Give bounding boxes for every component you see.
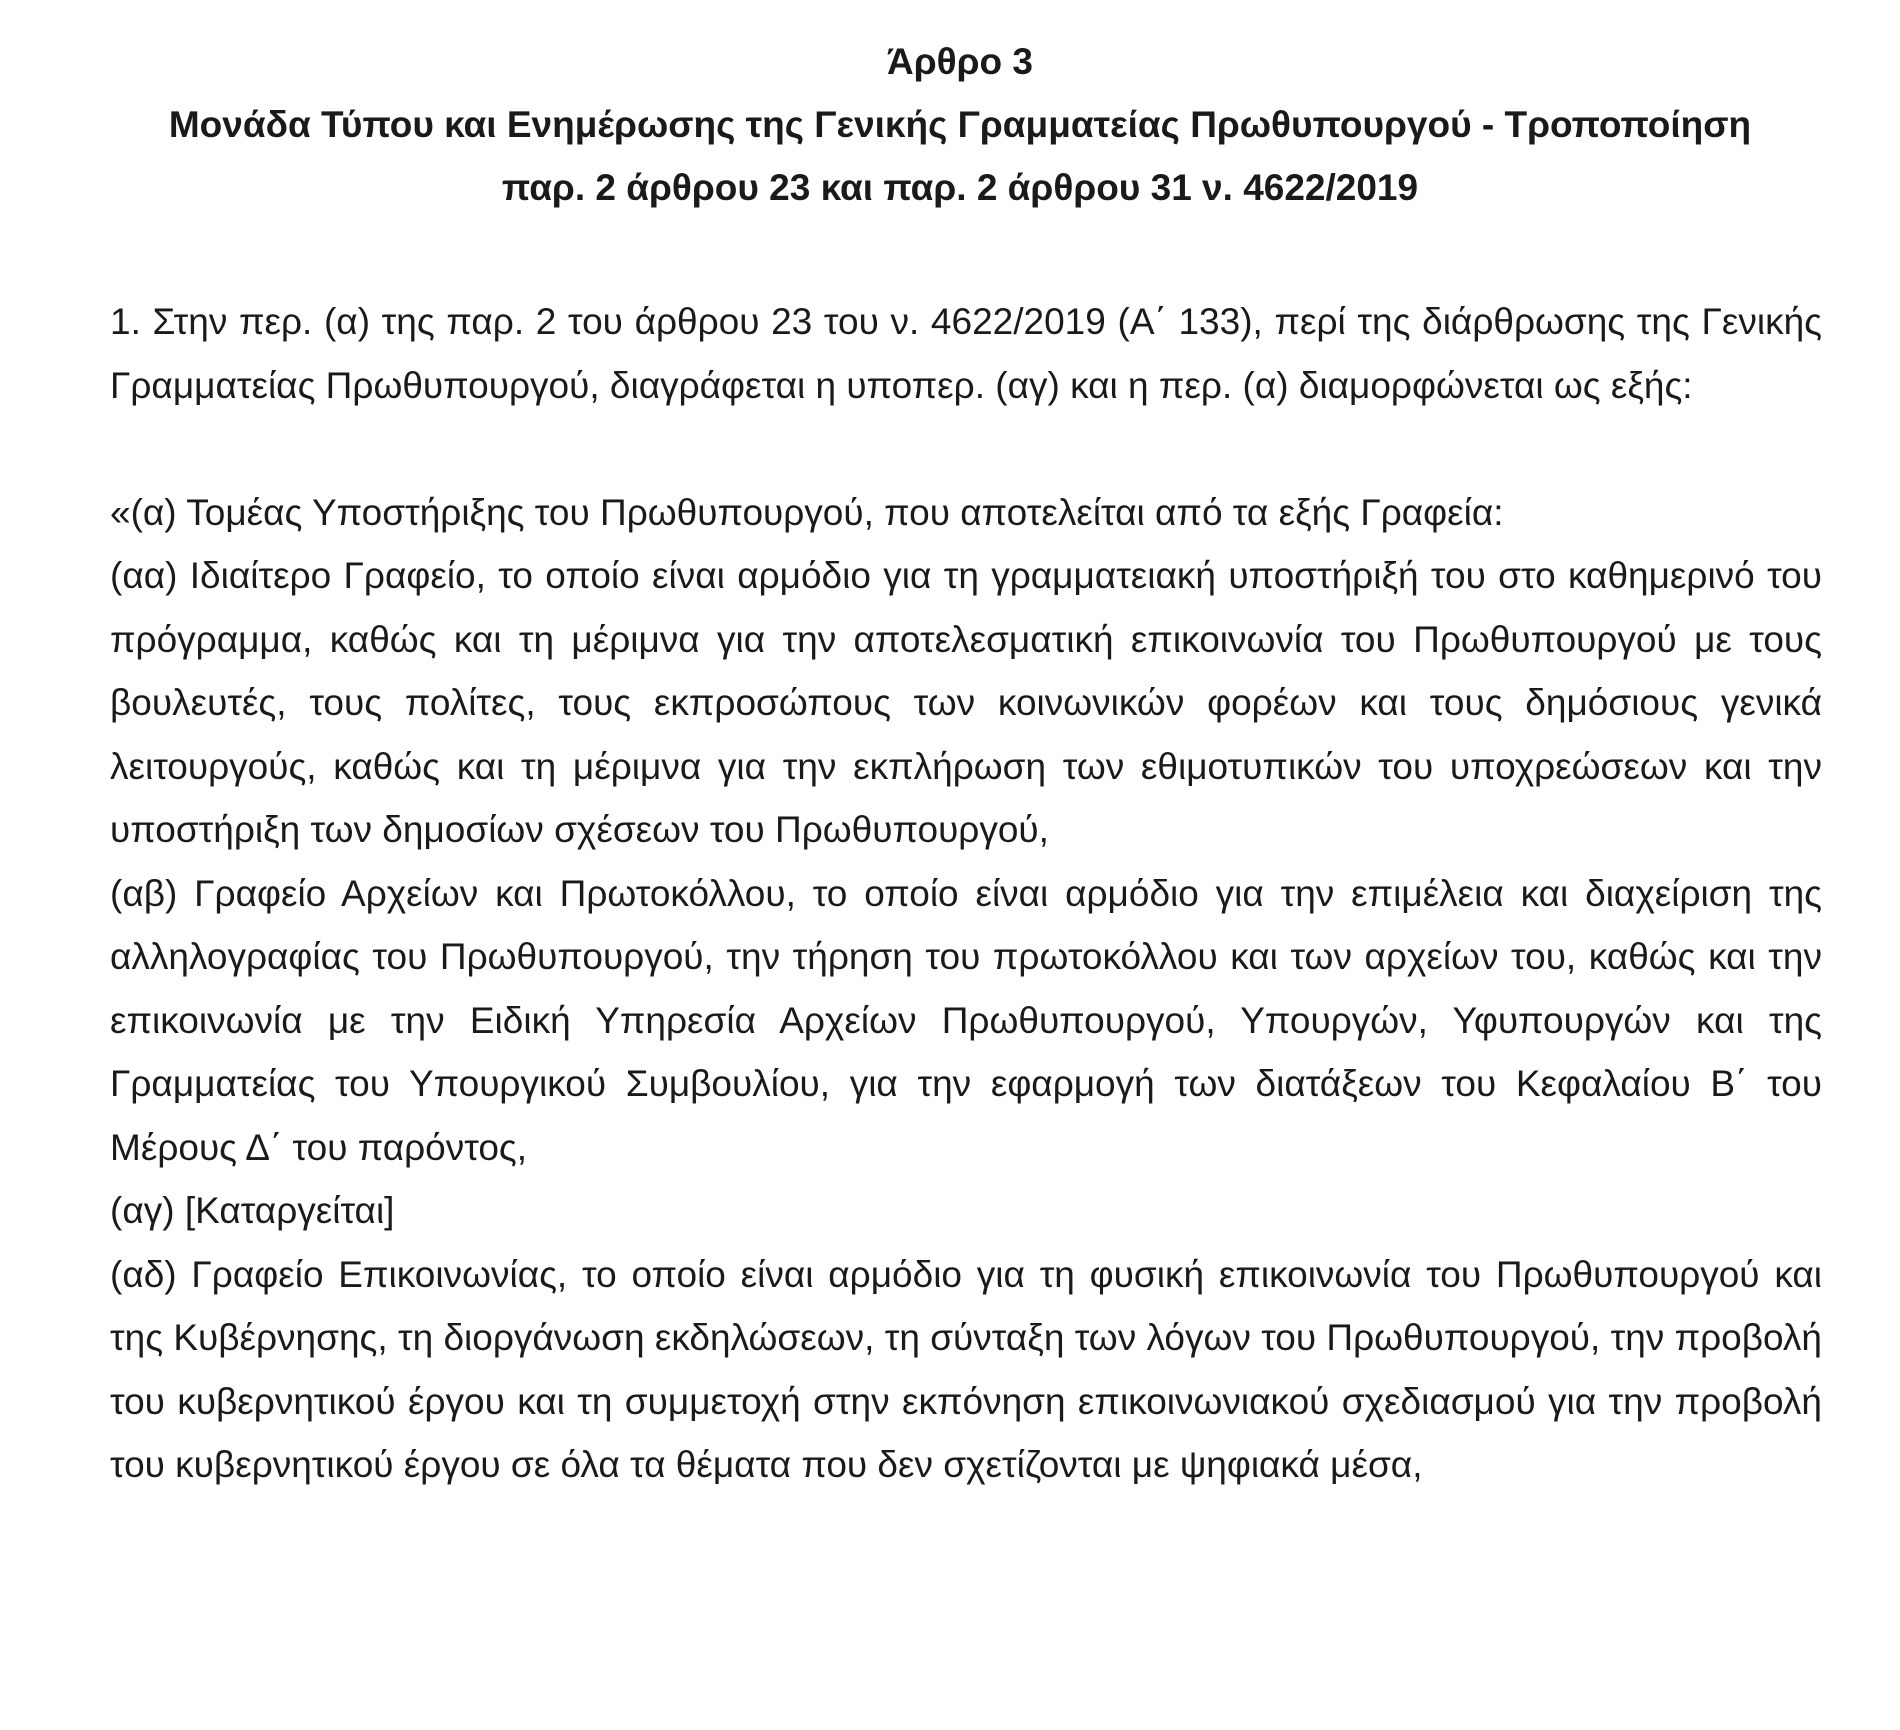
article-title-line-1: Μονάδα Τύπου και Ενημέρωσης της Γενικής Γραμματείας Πρωθυπουργού - Τροποποίηση [168, 104, 1752, 145]
subparagraph-ad: (αδ) Γραφείο Επικοινωνίας, το οποίο είναι αρμόδιο για τη φυσική επικοινωνία του Πρωθυπουργού και της Κυβέρνησης, τη διοργάνωση εκδηλώσεων, τη σύνταξη των λόγων του Πρωθυπουργού, την προβολή του κυβερνητικού έργου και τη συμμετοχή στην εκπόνηση επικοινωνιακού σχεδιασμού για την προβολή του κυβερνητικού έργου σε όλα τα θέματα που δεν σχετίζονται με ψηφιακά μέσα, [110, 1253, 1822, 1485]
amended-text [110, 481, 1822, 1497]
subparagraph-aa: (αα) Ιδιαίτερο Γραφείο, το οποίο είναι αρμόδιο για τη γραμματειακή υποστήριξή του στο καθημερινό του πρόγραμμα, καθώς και τη μέριμνα για την αποτελεσματική επικοινωνία του Πρωθυπουργού με τους βουλευτές, τους πολίτες, τους εκπροσώπους των κοινωνικών φορέων και τους δημόσιους γενικά λειτουργούς, καθώς και τη μέριμνα για την εκπλήρωση των εθιμοτυπικών του υποχρεώσεων και την υποστήριξη των δημοσίων σχέσεων του Πρωθυπουργού, [110, 555, 1822, 850]
article-header [100, 30, 1820, 219]
subparagraph-ab: (αβ) Γραφείο Αρχείων και Πρωτοκόλλου, το οποίο είναι αρμόδιο για την επιμέλεια και διαχείριση της αλληλογραφίας του Πρωθυπουργού, την τήρηση του πρωτοκόλλου και των αρχείων του, καθώς και την επικοινωνία με την Ειδική Υπηρεσία Αρχείων Πρωθυπουργού, Υπουργών, Υφυπουργών και της Γραμματείας του Υπουργικού Συμβουλίου, για την εφαρμογή των διατάξεων του Κεφαλαίου Β΄ του Μέρους Δ΄ του παρόντος, [110, 872, 1822, 1168]
article-title-line-2: παρ. 2 άρθρου 23 και παρ. 2 άρθρου 31 ν. 4622/2019 [501, 167, 1419, 208]
amendment-intro: «(α) Τομέας Υποστήριξης του Πρωθυπουργού, που αποτελείται από τα εξής Γραφεία: [110, 491, 1504, 533]
article-number: Άρθρο 3 [887, 41, 1033, 82]
subparagraph-ag: (αγ) [Καταργείται] [110, 1190, 395, 1231]
paragraph-1: 1. Στην περ. (α) της παρ. 2 του άρθρου 23 του ν. 4622/2019 (Α΄ 133), περί της διάρθρωσης της Γενικής Γραμματείας Πρωθυπουργού, διαγράφεται η υποπερ. (αγ) και η περ. (α) διαμορφώνεται ως εξής: [110, 301, 1822, 406]
article-body [110, 290, 1822, 1497]
